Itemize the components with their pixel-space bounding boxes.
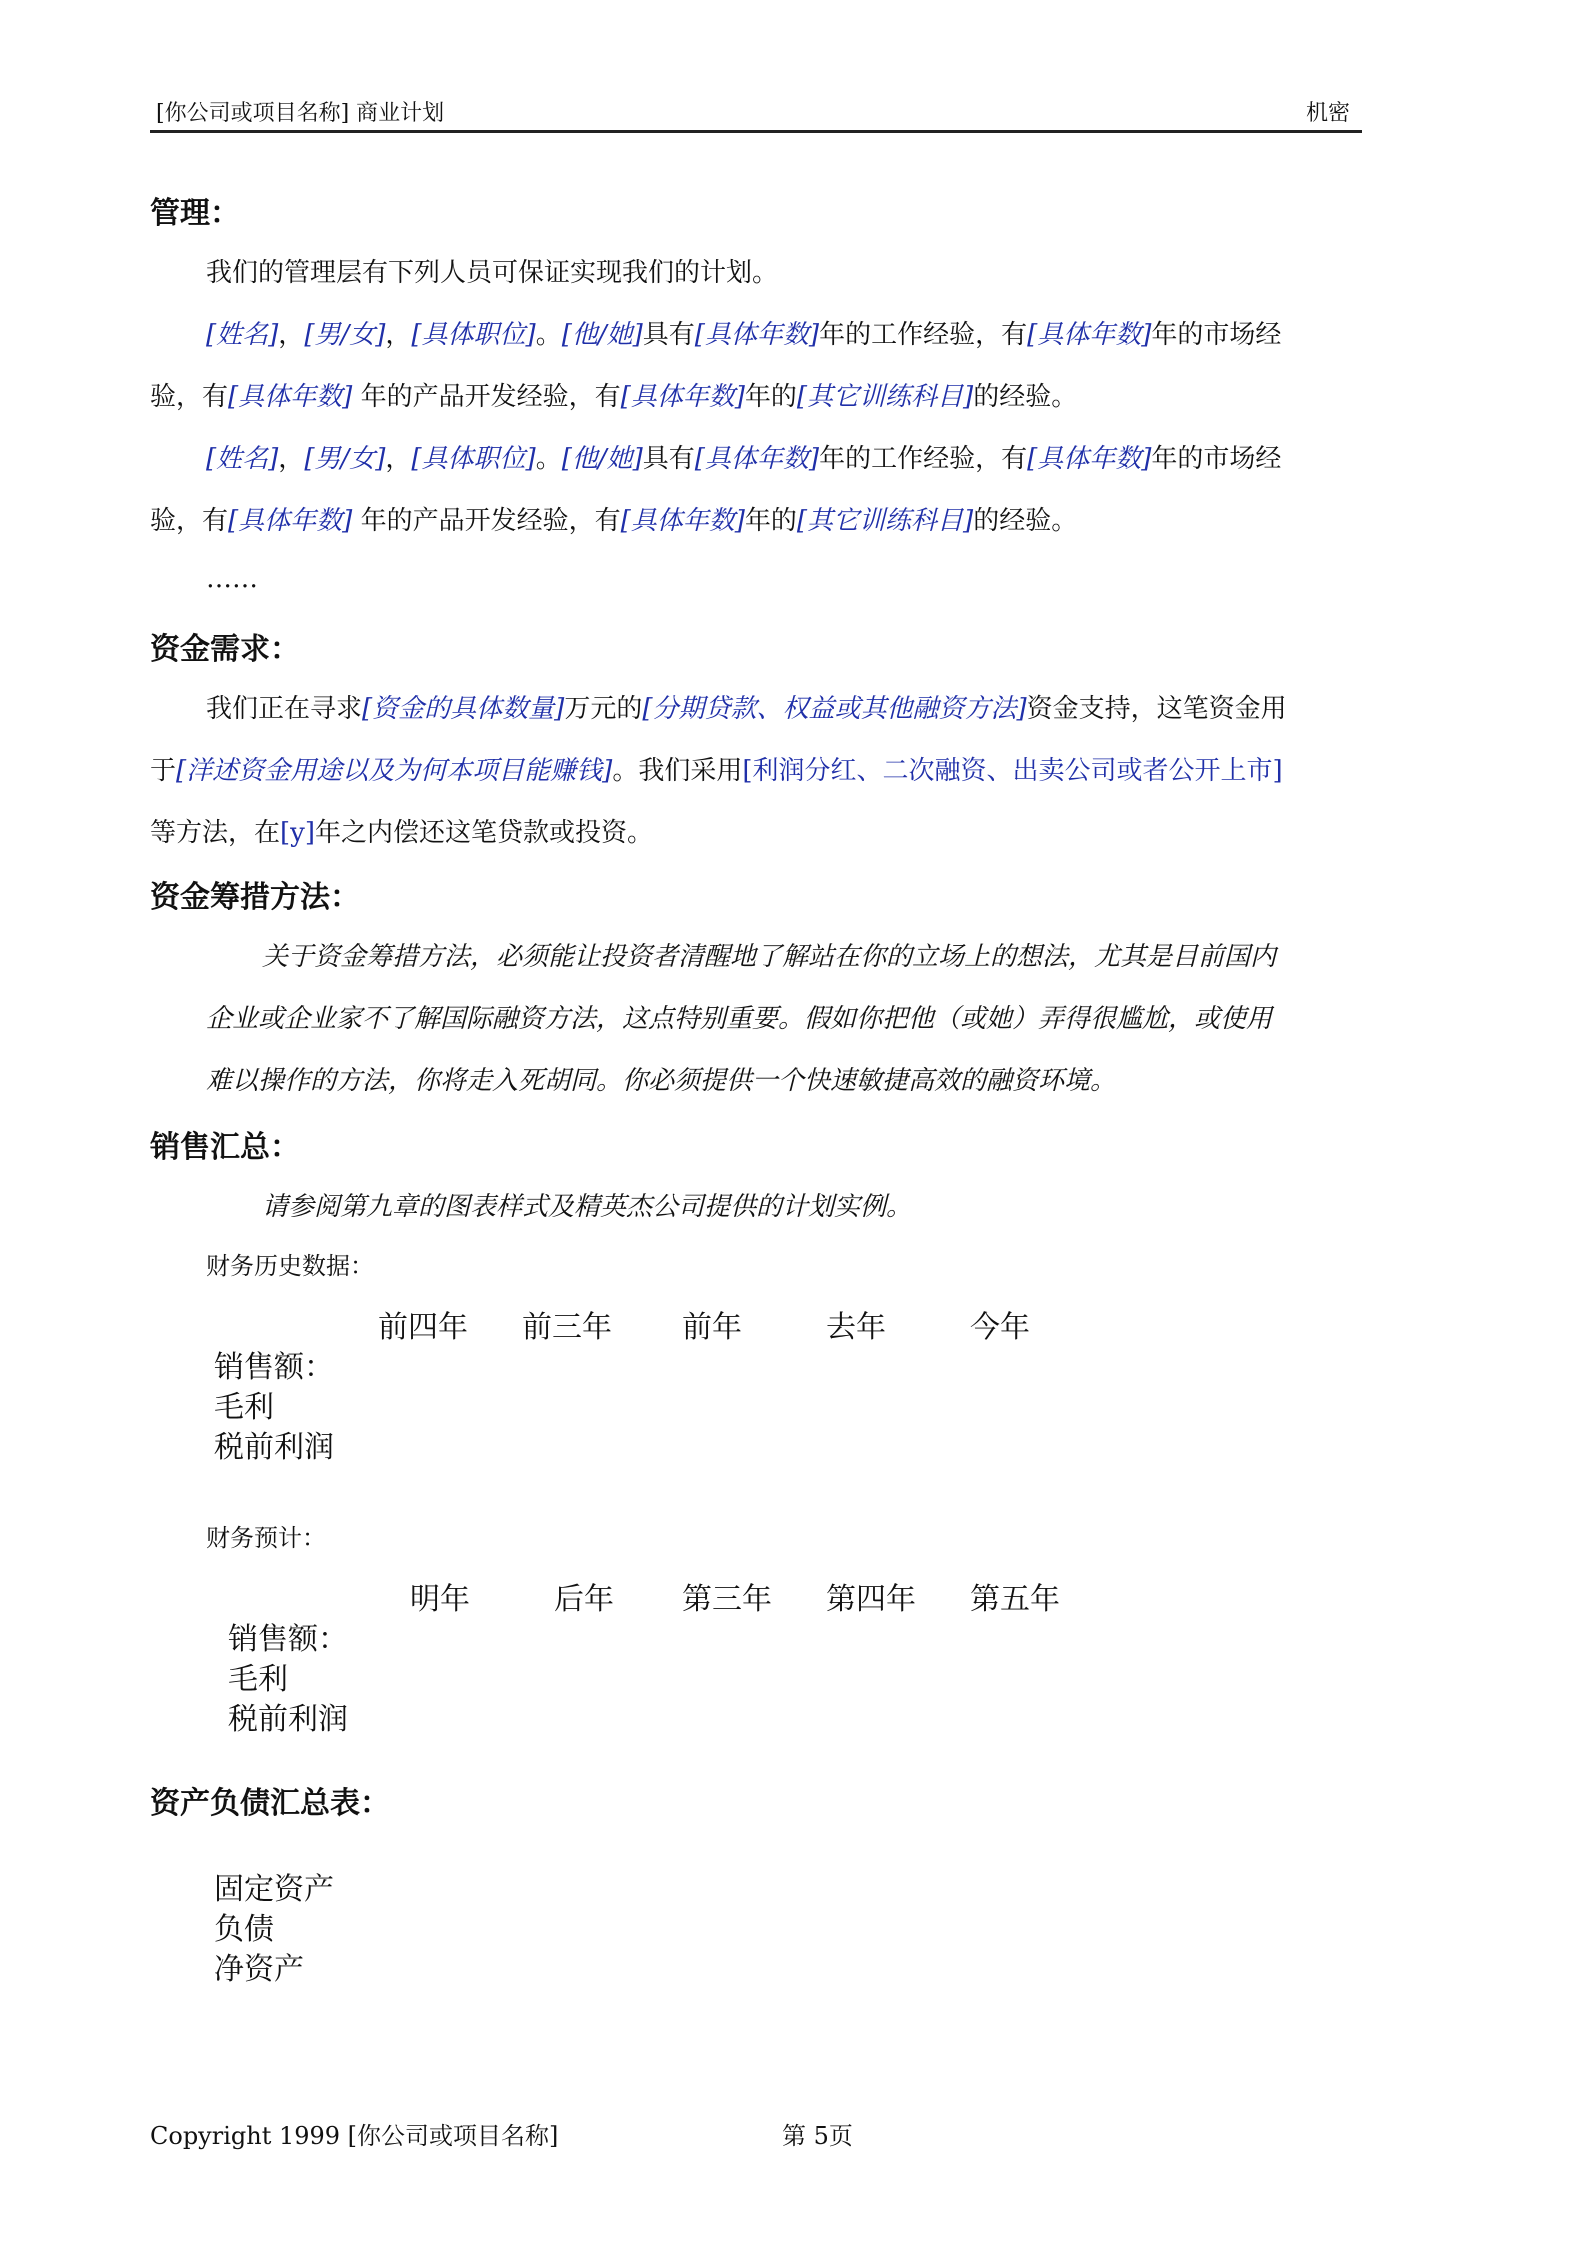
years-placeholder: [具体年数] xyxy=(694,444,820,474)
funding-method-line3: 难以操作的方法，你将走入死胡同。你必须提供一个快速敏捷高效的融资环境。 xyxy=(206,1066,1117,1096)
years-placeholder: [具体年数] xyxy=(228,506,353,536)
subject-placeholder: [其它训练科目] xyxy=(796,382,974,412)
history-col-header: 前三年 xyxy=(522,1310,612,1345)
forecast-col-header: 第五年 xyxy=(970,1582,1060,1617)
pronoun-placeholder: [他/她] xyxy=(561,320,643,350)
history-label: 财务历史数据： xyxy=(206,1252,374,1280)
gender-placeholder: [男/女] xyxy=(304,320,386,350)
forecast-row-label: 毛利 xyxy=(228,1662,288,1697)
footer-copyright: Copyright 1999 [你公司或项目名称] xyxy=(150,2122,559,2150)
management-intro: 我们的管理层有下列人员可保证实现我们的计划。 xyxy=(206,258,779,288)
history-col-header: 去年 xyxy=(826,1310,886,1345)
forecast-col-header: 后年 xyxy=(554,1582,614,1617)
funding-need-heading: 资金需求： xyxy=(150,632,300,667)
name-placeholder: [姓名] xyxy=(206,320,279,350)
method-placeholder: [分期贷款、权益或其他融资方法] xyxy=(642,694,1027,724)
history-col-header: 前年 xyxy=(682,1310,742,1345)
funding-method-line2: 企业或企业家不了解国际融资方法，这点特别重要。假如你把他（或她）弄得很尴尬，或使用 xyxy=(206,1004,1273,1034)
sales-summary-heading: 销售汇总： xyxy=(150,1130,300,1165)
years-placeholder: [y] xyxy=(280,818,315,848)
sales-summary-note: 请参阅第九章的图表样式及精英杰公司提供的计划实例。 xyxy=(262,1192,913,1222)
history-row-label: 税前利润 xyxy=(214,1430,334,1465)
forecast-col-header: 第四年 xyxy=(826,1582,916,1617)
years-placeholder: [具体年数] xyxy=(694,320,820,350)
page-number: 第 5页 xyxy=(782,2122,853,2150)
amount-placeholder: [资金的具体数量] xyxy=(362,694,565,724)
forecast-row-label: 税前利润 xyxy=(228,1702,348,1737)
page-header xyxy=(150,96,1362,133)
years-placeholder: [具体年数] xyxy=(620,506,745,536)
years-placeholder: [具体年数] xyxy=(1027,444,1152,474)
header-title: [你公司或项目名称] 商业计划 xyxy=(156,101,445,126)
person2-line2: 验，有[具体年数] 年的产品开发经验，有[具体年数]年的[其它训练科目]的经验。 xyxy=(150,506,1078,536)
balance-sheet-heading: 资产负债汇总表： xyxy=(150,1786,390,1821)
funding-method-line1: 关于资金筹措方法，必须能让投资者清醒地了解站在你的立场上的想法，尤其是目前国内 xyxy=(262,942,1277,972)
repay-placeholder: [利润分红、二次融资、出卖公司或者公开上市] xyxy=(742,756,1283,786)
ellipsis: …… xyxy=(206,564,258,594)
balance-row-label: 负债 xyxy=(214,1912,274,1947)
position-placeholder: [具体职位] xyxy=(411,320,536,350)
gender-placeholder: [男/女] xyxy=(304,444,386,474)
person1-line2: 验，有[具体年数] 年的产品开发经验，有[具体年数]年的[其它训练科目]的经验。 xyxy=(150,382,1078,412)
history-col-header: 前四年 xyxy=(378,1310,468,1345)
funding-method-heading: 资金筹措方法： xyxy=(150,880,360,915)
funding-need-line2: 于[洋述资金用途以及为何本项目能赚钱]。我们采用[利润分红、二次融资、出卖公司或者公开上市] xyxy=(150,756,1283,786)
balance-row-label: 固定资产 xyxy=(214,1872,334,1907)
forecast-row-label: 销售额： xyxy=(228,1622,348,1657)
position-placeholder: [具体职位] xyxy=(411,444,536,474)
forecast-col-header: 明年 xyxy=(410,1582,470,1617)
history-row-label: 销售额： xyxy=(214,1350,334,1385)
history-row-label: 毛利 xyxy=(214,1390,274,1425)
pronoun-placeholder: [他/她] xyxy=(561,444,643,474)
balance-row-label: 净资产 xyxy=(214,1952,304,1987)
years-placeholder: [具体年数] xyxy=(228,382,353,412)
years-placeholder: [具体年数] xyxy=(1027,320,1152,350)
forecast-label: 财务预计： xyxy=(206,1524,326,1552)
header-confidential: 机密 xyxy=(1305,101,1350,126)
name-placeholder: [姓名] xyxy=(206,444,279,474)
subject-placeholder: [其它训练科目] xyxy=(796,506,974,536)
management-heading: 管理： xyxy=(150,196,240,231)
funding-need-line1: 我们正在寻求[资金的具体数量]万元的[分期贷款、权益或其他融资方法]资金支持，这笔资金用 xyxy=(206,694,1287,724)
history-col-header: 今年 xyxy=(970,1310,1030,1345)
forecast-col-header: 第三年 xyxy=(682,1582,772,1617)
person2-line1: [姓名]，[男/女]，[具体职位]。[他/她]具有[具体年数]年的工作经验，有[具体年数]年的市场经 xyxy=(206,444,1282,474)
person1-line1: [姓名]，[男/女]，[具体职位]。[他/她]具有[具体年数]年的工作经验，有[具体年数]年的市场经 xyxy=(206,320,1282,350)
funding-need-line3: 等方法，在[y]年之内偿还这笔贷款或投资。 xyxy=(150,818,654,848)
usage-placeholder: [洋述资金用途以及为何本项目能赚钱] xyxy=(176,756,613,786)
years-placeholder: [具体年数] xyxy=(620,382,745,412)
